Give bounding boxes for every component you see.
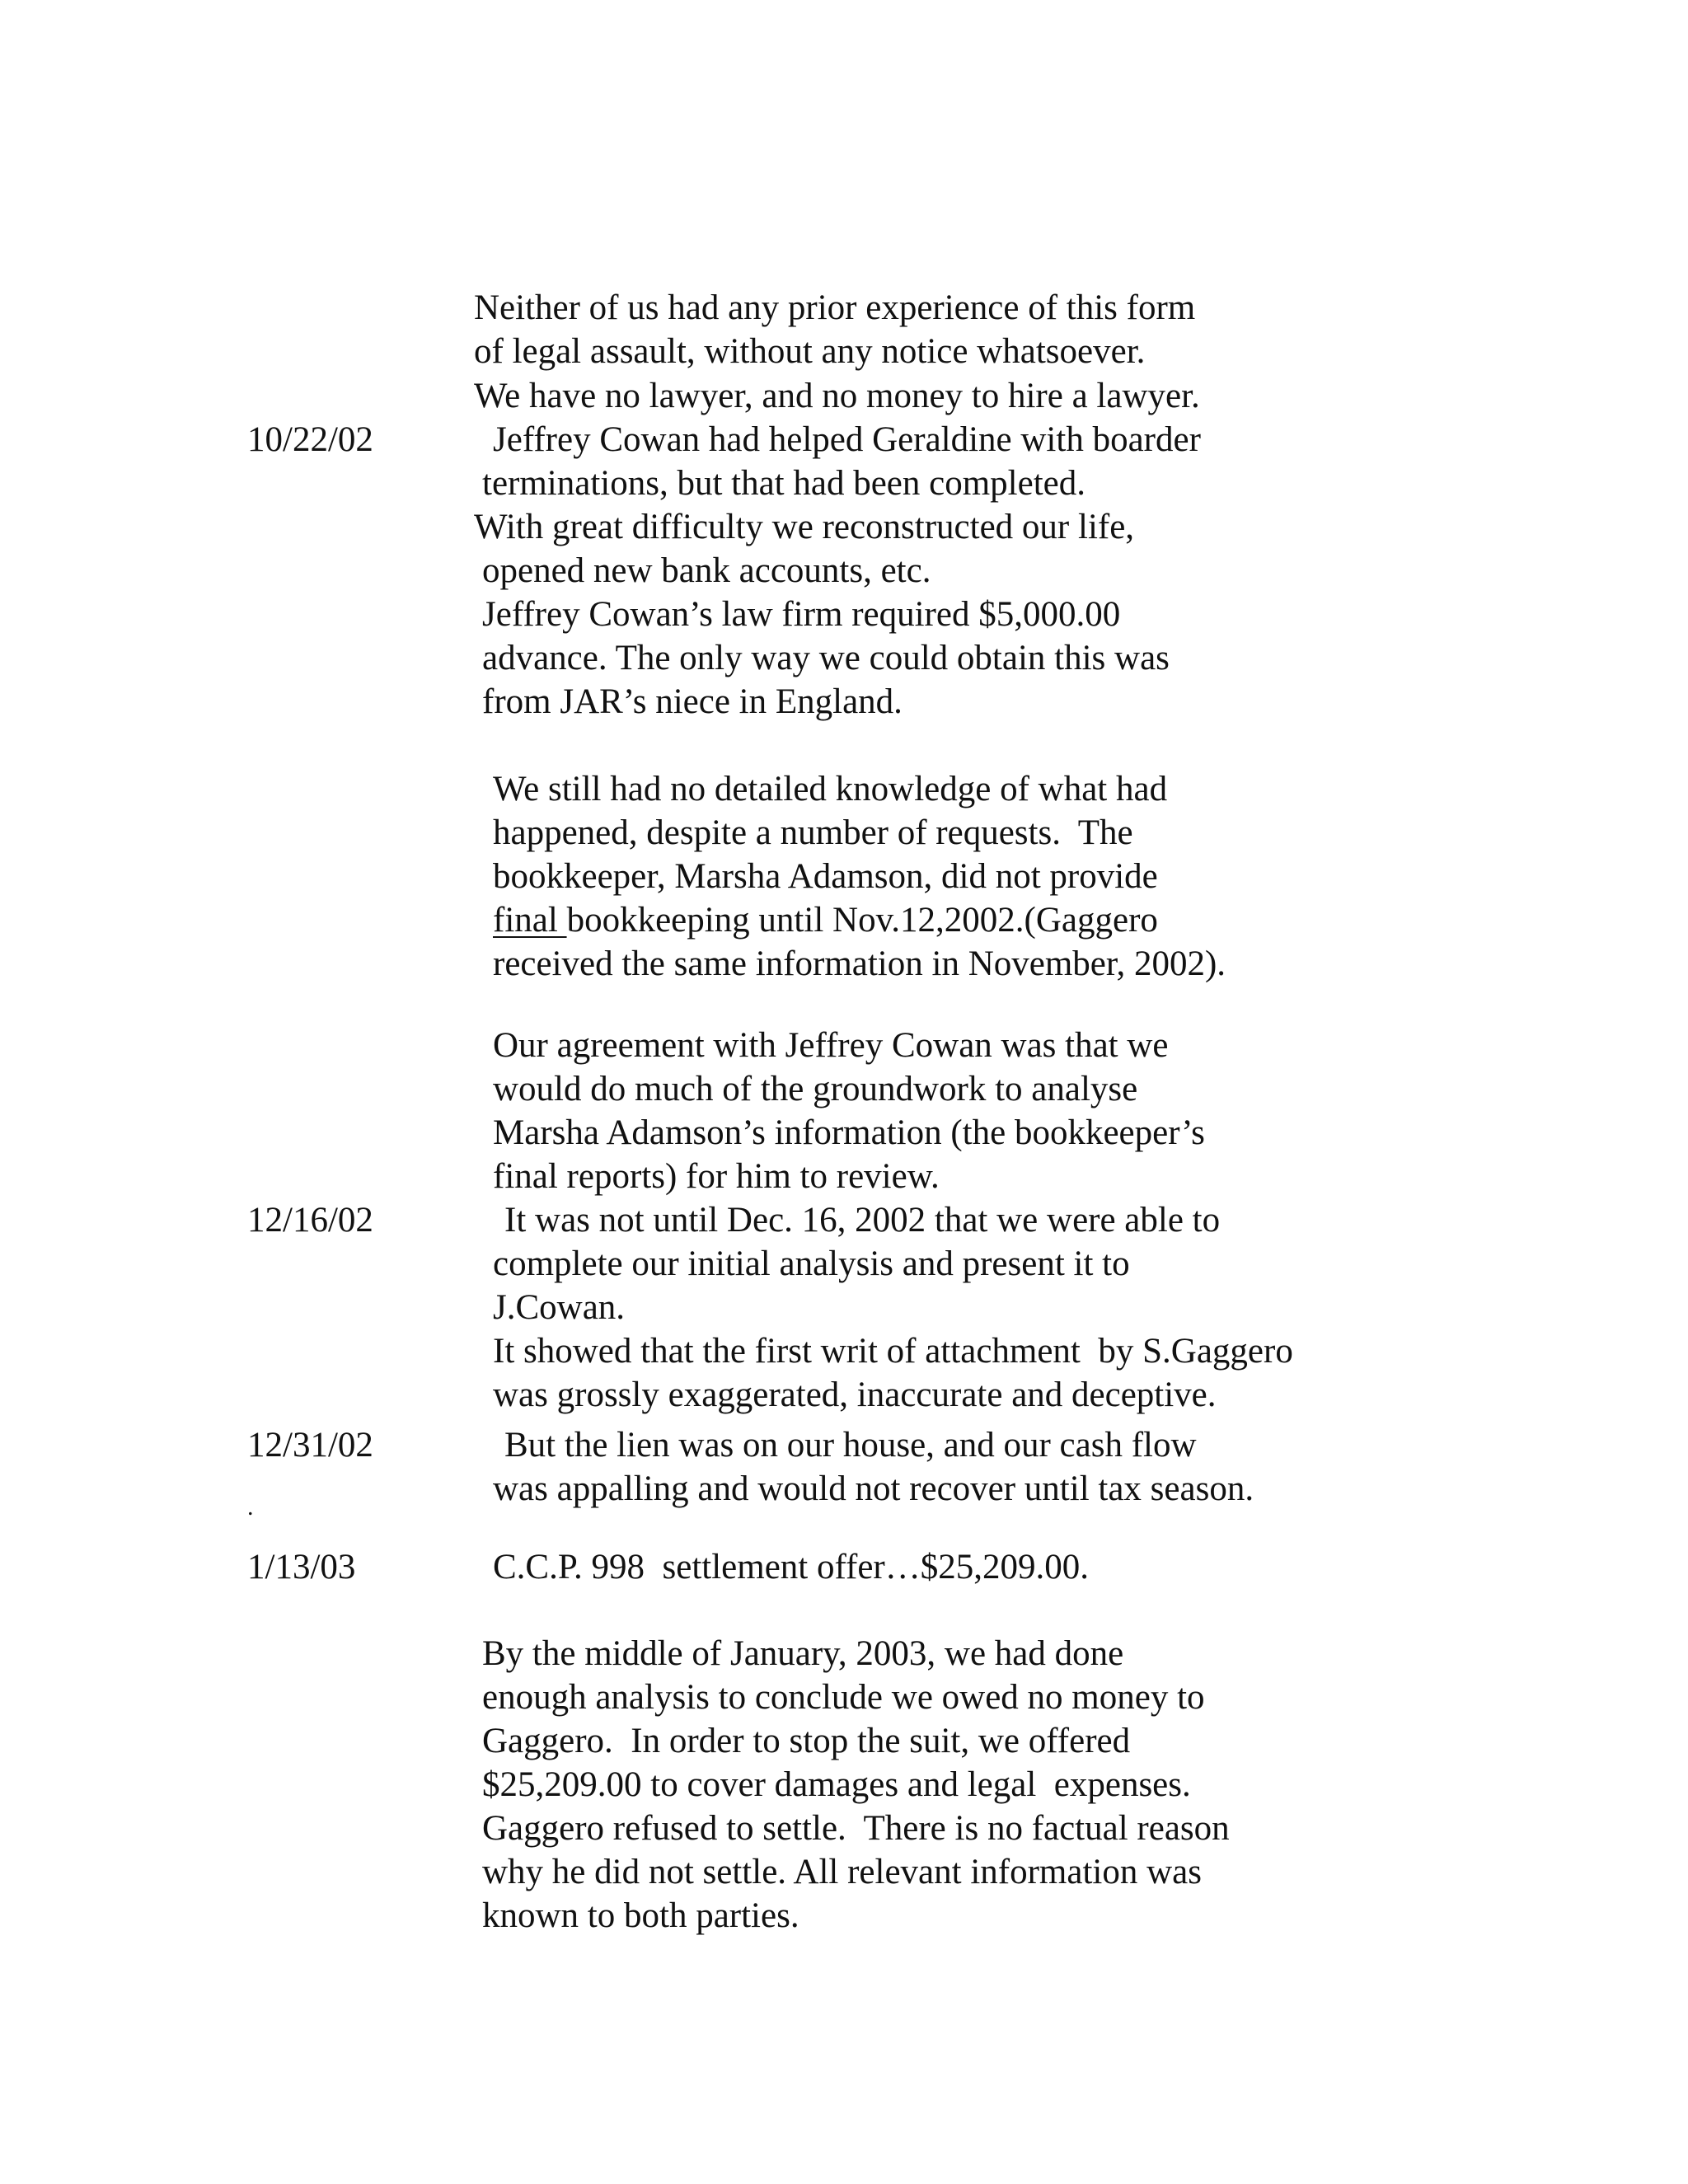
date-1-13-03: 1/13/03	[247, 1548, 356, 1586]
text-line: would do much of the groundwork to analyse	[493, 1070, 1138, 1108]
text-line: opened new bank accounts, etc.	[482, 551, 931, 590]
text-line: final reports) for him to review.	[493, 1157, 940, 1196]
date-12-16-02: 12/16/02	[247, 1201, 373, 1240]
text-line: happened, despite a number of requests. The	[493, 813, 1133, 852]
text-line: But the lien was on our house, and our cash flow	[504, 1426, 1197, 1465]
date-10-22-02: 10/22/02	[247, 420, 373, 459]
text-line: We still had no detailed knowledge of what had	[493, 770, 1168, 808]
text-line: complete our initial analysis and present it to	[493, 1244, 1130, 1283]
text-line: Our agreement with Jeffrey Cowan was that we	[493, 1026, 1169, 1065]
text-line: With great difficulty we reconstructed our life,	[474, 508, 1135, 546]
text-line: $25,209.00 to cover damages and legal expenses.	[482, 1765, 1191, 1804]
stray-period: .	[247, 1493, 254, 1521]
text-line-rest: bookkeeping until Nov.12,2002.(Gaggero	[566, 901, 1158, 940]
text-line: Marsha Adamson’s information (the bookkeeper’s	[493, 1113, 1205, 1152]
date-12-31-02: 12/31/02	[247, 1426, 373, 1465]
text-line: why he did not settle. All relevant information was	[482, 1853, 1202, 1891]
text-line: bookkeeper, Marsha Adamson, did not provide	[493, 857, 1158, 896]
text-line-final-bookkeeping	[493, 902, 1158, 938]
text-line: Gaggero refused to settle. There is no factual reason	[482, 1809, 1230, 1848]
text-line: Gaggero. In order to stop the suit, we offered	[482, 1722, 1131, 1760]
settlement-offer-line: C.C.P. 998 settlement offer…$25,209.00.	[493, 1548, 1090, 1586]
text-line: It showed that the first writ of attachment by S.Gaggero	[493, 1332, 1293, 1371]
text-line: We have no lawyer, and no money to hire a lawyer.	[474, 377, 1200, 415]
text-line: of legal assault, without any notice whatsoever.	[474, 332, 1146, 371]
text-line: enough analysis to conclude we owed no money to	[482, 1678, 1205, 1717]
text-line: J.Cowan.	[493, 1288, 626, 1327]
text-line: from JAR’s niece in England.	[482, 682, 903, 721]
underlined-word-final: final	[493, 901, 567, 940]
text-line: By the middle of January, 2003, we had done	[482, 1634, 1124, 1673]
text-line: received the same information in November, 2002).	[493, 944, 1226, 983]
text-line: advance. The only way we could obtain this was	[482, 639, 1170, 677]
text-line: Jeffrey Cowan’s law firm required $5,000.00	[482, 595, 1121, 634]
text-line: terminations, but that had been completed.	[482, 464, 1085, 503]
text-line: Neither of us had any prior experience of this form	[474, 288, 1196, 327]
text-line: known to both parties.	[482, 1896, 799, 1935]
text-line: was appalling and would not recover until tax season.	[493, 1469, 1254, 1508]
text-line: Jeffrey Cowan had helped Geraldine with boarder	[493, 420, 1201, 459]
text-line: It was not until Dec. 16, 2002 that we were able to	[504, 1201, 1221, 1240]
text-line: was grossly exaggerated, inaccurate and deceptive.	[493, 1376, 1217, 1414]
